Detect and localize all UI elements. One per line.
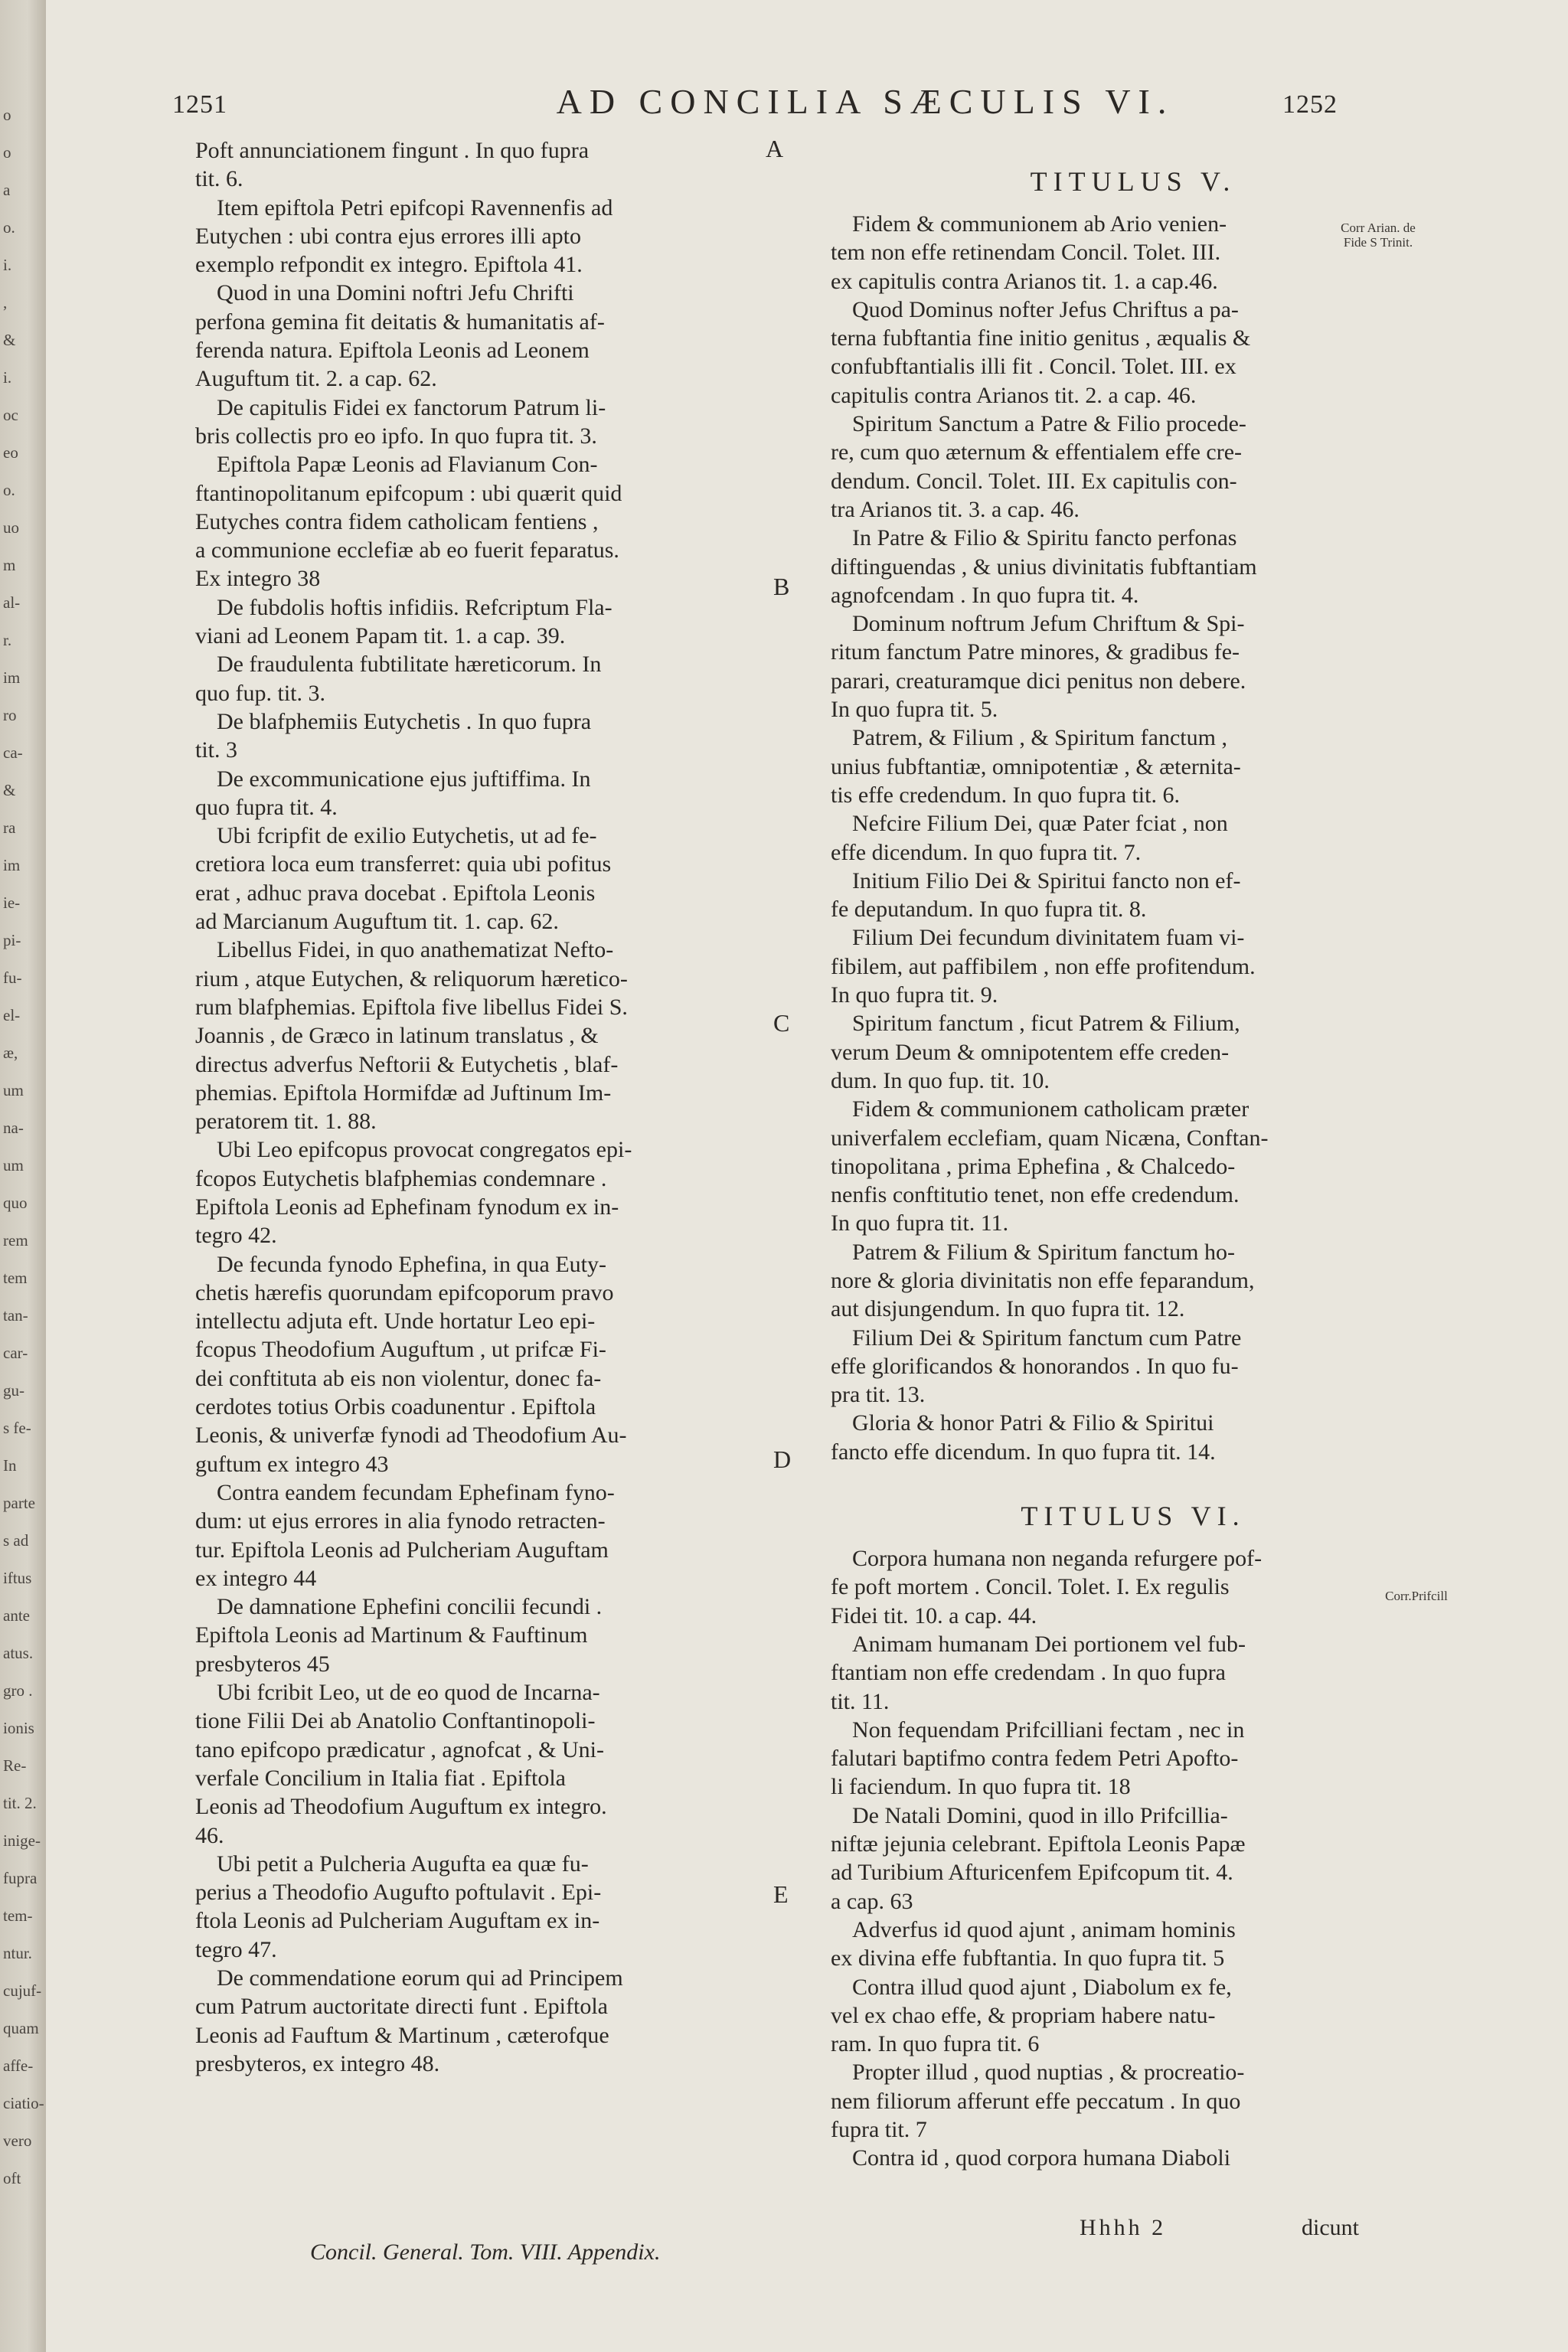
text-line: In quo fupra tit. 9.	[831, 982, 998, 1008]
text-line: ex divina effe fubftantia. In quo fupra tit. 5	[831, 1945, 1225, 1971]
text-line: De Natali Domini, quod in illo Prifcillia-	[852, 1802, 1228, 1828]
margin-letter-c: C	[773, 1009, 790, 1037]
text-line: ex capitulis contra Arianos tit. 1. a cap.46.	[831, 268, 1218, 294]
text-line: peratorem tit. 1. 88.	[195, 1109, 377, 1135]
text-line: Ubi Leo epifcopus provocat congregatos epi-	[217, 1137, 632, 1163]
text-line: Leonis ad Theodofium Auguftum ex integro.	[195, 1794, 607, 1820]
right-column	[831, 153, 1436, 2173]
text-line: niftæ jejunia celebrant. Epiftola Leonis Papæ	[831, 1831, 1246, 1857]
edge-fragment: o	[3, 106, 11, 124]
text-line: capitulis contra Arianos tit. 2. a cap. 46.	[831, 382, 1197, 408]
text-line: Item epiftola Petri epifcopi Ravennenfis ad	[217, 194, 613, 220]
text-line: Gloria & honor Patri & Filio & Spiritui	[852, 1410, 1214, 1436]
text-line: nem filiorum afferunt effe peccatum . In quo	[831, 2088, 1241, 2114]
text-line: quo fupra tit. 4.	[195, 794, 338, 820]
text-line: In quo fupra tit. 11.	[831, 1210, 1009, 1236]
text-line: guftum ex integro 43	[195, 1451, 389, 1477]
edge-fragment: quam	[3, 2019, 39, 2037]
edge-fragment: fupra	[3, 1869, 38, 1887]
text-line: Spiritum fanctum , ficut Patrem & Filium,	[852, 1011, 1240, 1037]
text-line: dendum. Concil. Tolet. III. Ex capitulis con-	[831, 468, 1237, 494]
text-line: De commendatione eorum qui ad Principem	[217, 1965, 623, 1991]
left-column	[195, 136, 846, 2078]
text-line: dum. In quo fup. tit. 10.	[831, 1067, 1050, 1093]
side-note-contra-arian: Corr Arian. de Fide S Trinit.	[1341, 220, 1416, 250]
text-line: Epiftola Papæ Leonis ad Flavianum Con-	[217, 452, 598, 478]
text-line: Fidem & communionem catholicam præter	[852, 1096, 1250, 1122]
text-line: Auguftum tit. 2. a cap. 62.	[195, 366, 437, 392]
text-line: bris collectis pro eo ipfo. In quo fupra tit. 3.	[195, 423, 597, 449]
text-line: aut disjungendum. In quo fupra tit. 12.	[831, 1296, 1185, 1322]
text-line: rum blafphemias. Epiftola five libellus Fidei S.	[195, 994, 628, 1020]
edge-fragment: ie-	[3, 893, 21, 912]
edge-fragment: &	[3, 331, 16, 349]
text-line: De fraudulenta fubtilitate hæreticorum. In	[217, 652, 602, 678]
edge-fragment: s ad	[3, 1531, 29, 1550]
text-line: nore & gloria divinitatis non effe feparandum,	[831, 1267, 1255, 1293]
titulus-v-heading: TITULUS V.	[1030, 166, 1236, 197]
edge-fragment: s fe-	[3, 1419, 31, 1437]
text-line: Ex integro 38	[195, 566, 321, 592]
edge-fragment: parte	[3, 1494, 35, 1512]
edge-fragment: affe-	[3, 2056, 34, 2075]
catchword: dicunt	[1302, 2215, 1359, 2240]
text-line: De damnatione Ephefini concilii fecundi .	[217, 1594, 603, 1620]
edge-fragment: tit. 2.	[3, 1794, 37, 1812]
text-line: tit. 6.	[195, 166, 243, 192]
text-line: erat , adhuc prava docebat . Epiftola Leonis	[195, 880, 596, 906]
text-line: a communione ecclefiæ ab eo fuerit feparatus.	[195, 537, 619, 564]
edge-fragment: ante	[3, 1606, 30, 1625]
edge-fragment: iftus	[3, 1569, 32, 1587]
edge-fragment: cujuf-	[3, 1981, 42, 2000]
running-head: AD CONCILIA SÆCULIS VI.	[556, 82, 1174, 121]
text-line: Ubi petit a Pulcheria Augufta ea quæ fu-	[217, 1851, 589, 1877]
edge-fragment: ciatio-	[3, 2094, 44, 2112]
text-line: Fidei tit. 10. a cap. 44.	[831, 1602, 1037, 1628]
signature-mark: Hhhh 2	[1080, 2215, 1167, 2240]
text-line: ram. In quo fupra tit. 6	[831, 2031, 1040, 2057]
edge-fragment: ,	[3, 293, 8, 312]
text-line: Contra id , quod corpora humana Diaboli	[852, 2145, 1231, 2171]
text-line: li faciendum. In quo fupra tit. 18	[831, 1774, 1131, 1800]
text-line: Non fequendam Prifcilliani fectam , nec in	[852, 1717, 1245, 1743]
text-line: Epiftola Leonis ad Martinum & Fauftinum	[195, 1622, 588, 1648]
edge-fragment: um	[3, 1081, 24, 1099]
text-line: Patrem & Filium & Spiritum fanctum ho-	[852, 1239, 1235, 1265]
edge-fragment: atus.	[3, 1644, 34, 1662]
text-line: ftola Leonis ad Pulcheriam Auguftam ex in-	[195, 1908, 600, 1934]
text-line: chetis hærefis quorundam epifcoporum pravo	[195, 1279, 614, 1305]
text-line: Poft annunciationem fingunt . In quo fupra	[195, 138, 590, 163]
edge-fragment: na-	[3, 1119, 24, 1137]
text-line: De excommunicatione ejus juftiffima. In	[217, 766, 591, 792]
text-line: fcopos Eutychetis blafphemias condemnare .	[195, 1165, 607, 1191]
text-line: Quod Dominus nofter Jefus Chriftus a pa-	[852, 296, 1239, 322]
edge-fragment: o.	[3, 481, 15, 499]
text-line: falutari baptifmo contra fedem Petri Apofto-	[831, 1746, 1239, 1772]
edge-fragment: gro .	[3, 1681, 33, 1700]
side-note-contra-priscill: Corr.Prifcill	[1385, 1589, 1448, 1603]
text-line: Eutychen : ubi contra ejus errores illi apto	[195, 223, 582, 249]
edge-fragment: In	[3, 1456, 17, 1475]
text-line: Spiritum Sanctum a Patre & Filio procede-	[852, 411, 1246, 437]
text-line: Dominum noftrum Jefum Chriftum & Spi-	[852, 611, 1245, 637]
text-line: tano epifcopo prædicatur , agnofcat , & Uni-	[195, 1736, 604, 1762]
edge-fragment: im	[3, 856, 21, 874]
margin-letter-b: B	[773, 573, 790, 600]
titulus-v-body	[831, 210, 1436, 1466]
edge-fragment: ra	[3, 818, 16, 837]
edge-fragment: tan-	[3, 1306, 28, 1325]
edge-fragment: r.	[3, 631, 12, 649]
text-line: Joannis , de Græco in latinum translatus , &	[195, 1023, 599, 1049]
text-line: presbyteros, ex integro 48.	[195, 2050, 440, 2076]
text-line: fcopus Theodofium Auguftum , ut prifcæ Fi-	[195, 1337, 606, 1363]
text-line: dei conftituta ab eis non violentur, donec fa-	[195, 1365, 602, 1391]
text-line: ritum fanctum Patre minores, & gradibus fe-	[831, 639, 1240, 665]
text-line: tem non effe retinendam Concil. Tolet. III.	[831, 240, 1221, 266]
text-line: fupra tit. 7	[831, 2117, 927, 2142]
edge-fragment: tem	[3, 1269, 28, 1287]
edge-fragment: pi-	[3, 931, 21, 949]
text-line: ferenda natura. Epiftola Leonis ad Leonem	[195, 338, 590, 364]
edge-fragment: el-	[3, 1006, 21, 1024]
text-line: tis effe credendum. In quo fupra tit. 6.	[831, 782, 1180, 808]
edge-fragment: fu-	[3, 969, 22, 987]
text-line: perfona gemina fit deitatis & humanitatis af-	[195, 309, 605, 335]
left-page-number: 1251	[172, 90, 227, 119]
edge-fragment: inige-	[3, 1831, 41, 1850]
text-line: tra Arianos tit. 3. a cap. 46.	[831, 496, 1080, 522]
right-page-number: 1252	[1282, 90, 1338, 119]
text-line: De capitulis Fidei ex fanctorum Patrum li-	[217, 394, 606, 420]
edge-fragment: oc	[3, 406, 18, 424]
margin-letter-a: A	[766, 135, 784, 162]
edge-fragment: al-	[3, 593, 21, 612]
text-line: univerfalem ecclefiam, quam Nicæna, Conftan-	[831, 1125, 1269, 1151]
edge-fragment: i.	[3, 256, 12, 274]
text-line: confubftantialis illi fit . Concil. Tolet. III. ex	[831, 354, 1236, 380]
edge-fragment: quo	[3, 1194, 28, 1212]
edge-fragment: &	[3, 781, 16, 799]
edge-fragment: tem-	[3, 1906, 33, 1925]
text-line: De fecunda fynodo Ephefina, in qua Euty-	[217, 1251, 606, 1277]
text-line: effe dicendum. In quo fupra tit. 7.	[831, 839, 1142, 865]
text-line: tur. Epiftola Leonis ad Pulcheriam Auguftam	[195, 1537, 609, 1563]
text-line: Corpora humana non neganda refurgere pof-	[852, 1546, 1263, 1572]
text-line: pra tit. 13.	[831, 1382, 926, 1408]
edge-fragment: a	[3, 181, 11, 199]
footer-title: Concil. General. Tom. VIII. Appendix.	[310, 2239, 661, 2265]
previous-page-edge	[0, 0, 46, 2352]
text-line: Quod in una Domini noftri Jefu Chrifti	[217, 280, 574, 306]
edge-fragment: o	[3, 143, 11, 162]
edge-fragment: oft	[3, 2169, 21, 2187]
text-line: verfale Concilium in Italia fiat . Epiftola	[195, 1765, 566, 1791]
margin-letter-d: D	[773, 1446, 792, 1473]
edge-fragment: i.	[3, 368, 12, 387]
edge-fragment: m	[3, 556, 16, 574]
edge-fragment: Re-	[3, 1756, 27, 1775]
text-line: 46.	[195, 1822, 224, 1848]
edge-fragment: ionis	[3, 1719, 34, 1737]
text-line: fe poft mortem . Concil. Tolet. I. Ex regulis	[831, 1574, 1230, 1600]
edge-fragment: æ,	[3, 1044, 18, 1062]
edge-fragment: uo	[3, 518, 19, 537]
text-line: re, cum quo æternum & effentialem effe cre-	[831, 439, 1242, 466]
text-line: tegro 42.	[195, 1223, 277, 1249]
edge-fragment: o.	[3, 218, 15, 237]
text-line: nenfis conftitutio tenet, non effe credendum.	[831, 1182, 1240, 1208]
text-line: Propter illud , quod nuptias , & procreatio-	[852, 2060, 1245, 2086]
text-line: Adverfus id quod ajunt , animam hominis	[852, 1916, 1236, 1942]
text-line: Contra illud quod ajunt , Diabolum ex fe,	[852, 1974, 1232, 2000]
text-line: fe deputandum. In quo fupra tit. 8.	[831, 897, 1147, 923]
text-line: tione Filii Dei ab Anatolio Conftantinopoli-	[195, 1708, 596, 1734]
text-line: presbyteros 45	[195, 1651, 330, 1677]
text-line: effe glorificandos & honorandos . In quo fu-	[831, 1353, 1239, 1379]
edge-fragment: gu-	[3, 1381, 24, 1400]
edge-fragment: rem	[3, 1231, 28, 1250]
text-line: ad Marcianum Auguftum tit. 1. cap. 62.	[195, 909, 559, 935]
text-line: phemias. Epiftola Hormifdæ ad Juftinum Im-	[195, 1080, 612, 1106]
text-line: In Patre & Filio & Spiritu fancto perfonas	[852, 525, 1237, 551]
edge-fragment: ntur.	[3, 1944, 32, 1962]
edge-fragment: um	[3, 1156, 24, 1174]
text-line: Filium Dei & Spiritum fanctum cum Patre	[852, 1325, 1242, 1351]
text-line: Initium Filio Dei & Spiritui fancto non ef-	[852, 867, 1241, 893]
book-page	[46, 0, 1568, 2352]
text-line: Nefcire Filium Dei, quæ Pater fciat , non	[852, 811, 1228, 837]
text-line: Animam humanam Dei portionem vel fub-	[852, 1631, 1246, 1657]
text-line: ex integro 44	[195, 1565, 317, 1591]
titulus-vi-heading: TITULUS VI.	[1021, 1501, 1246, 1532]
text-line: Ubi fcripfit de exilio Eutychetis, ut ad fe-	[217, 823, 597, 849]
text-line: agnofcendam . In quo fupra tit. 4.	[831, 582, 1139, 608]
text-line: ad Turibium Afturicenfem Epifcopum tit. 4.	[831, 1860, 1233, 1886]
text-line: Ubi fcribit Leo, ut de eo quod de Incarna-	[217, 1680, 600, 1706]
text-line: Filium Dei fecundum divinitatem fuam vi-	[852, 925, 1245, 951]
text-line: fibilem, aut paffibilem , non effe profitendum.	[831, 953, 1256, 979]
text-line: terna fubftantia fine initio genitus , æqualis &	[831, 325, 1251, 351]
text-line: cum Patrum auctoritate directi funt . Epiftola	[195, 1994, 608, 2020]
text-line: rium , atque Eutychen, & reliquorum hæretico-	[195, 965, 628, 991]
text-line: vel ex chao effe, & propriam habere natu-	[831, 2002, 1216, 2028]
text-line: perius a Theodofio Augufto poftulavit . Epi-	[195, 1880, 602, 1906]
text-line: In quo fupra tit. 5.	[831, 697, 998, 723]
text-line: De fubdolis hoftis infidiis. Refcriptum Fla-	[217, 594, 612, 620]
text-line: cretiora loca eum transferret: quia ubi pofitus	[195, 851, 612, 877]
text-line: ftantinopolitanum epifcopum : ubi quærit quid	[195, 480, 622, 506]
text-line: parari, creaturamque dici penitus non debere.	[831, 668, 1246, 694]
text-line: Leonis ad Fauftum & Martinum , cæterofque	[195, 2022, 609, 2048]
text-line: Libellus Fidei, in quo anathematizat Nefto-	[217, 937, 614, 963]
text-line: exemplo refpondit ex integro. Epiftola 41.	[195, 252, 583, 278]
text-line: dum: ut ejus errores in alia fynodo retracten-	[195, 1508, 606, 1534]
edge-fragment: car-	[3, 1344, 28, 1362]
text-line: fancto effe dicendum. In quo fupra tit. 14.	[831, 1439, 1216, 1465]
text-line: verum Deum & omnipotentem effe creden-	[831, 1039, 1230, 1065]
text-line: viani ad Leonem Papam tit. 1. a cap. 39.	[195, 623, 566, 649]
text-line: De blafphemiis Eutychetis . In quo fupra	[217, 708, 592, 734]
text-line: quo fup. tit. 3.	[195, 680, 325, 706]
edge-fragment: eo	[3, 443, 18, 462]
text-line: Contra eandem fecundam Ephefinam fyno-	[217, 1479, 615, 1505]
text-line: intellectu adjuta eft. Unde hortatur Leo epi-	[195, 1308, 596, 1334]
text-line: directus adverfus Neftorii & Eutychetis , blaf-	[195, 1051, 619, 1077]
edge-fragment: im	[3, 668, 21, 687]
text-line: tinopolitana , prima Ephefina , & Chalcedo-	[831, 1153, 1236, 1179]
text-line: diftinguendas , & unius divinitatis fubftantiam	[831, 554, 1257, 580]
margin-letter-e: E	[773, 1880, 789, 1908]
text-line: cerdotes totius Orbis coadunentur . Epiftola	[195, 1394, 596, 1420]
text-line: unius fubftantiæ, omnipotentiæ , & æternita-	[831, 753, 1241, 779]
edge-fragment: ro	[3, 706, 17, 724]
text-line: tit. 3	[195, 737, 238, 763]
text-line: a cap. 63	[831, 1888, 913, 1914]
edge-fragment: vero	[3, 2132, 32, 2150]
text-line: tit. 11.	[831, 1688, 890, 1714]
text-line: Leonis, & univerfæ fynodi ad Theodofium Au-	[195, 1423, 627, 1449]
edge-fragment: ca-	[3, 743, 23, 762]
titulus-vi-body	[831, 1544, 1436, 2173]
text-line: Epiftola Leonis ad Ephefinam fynodum ex in-	[195, 1194, 619, 1220]
text-line: Fidem & communionem ab Ario venien-	[852, 211, 1227, 237]
text-line: Patrem, & Filium , & Spiritum fanctum ,	[852, 725, 1227, 751]
text-line: tegro 47.	[195, 1936, 277, 1962]
text-line: Eutyches contra fidem catholicam fentiens ,	[195, 508, 599, 534]
text-line: ftantiam non effe credendam . In quo fupra	[831, 1660, 1226, 1686]
